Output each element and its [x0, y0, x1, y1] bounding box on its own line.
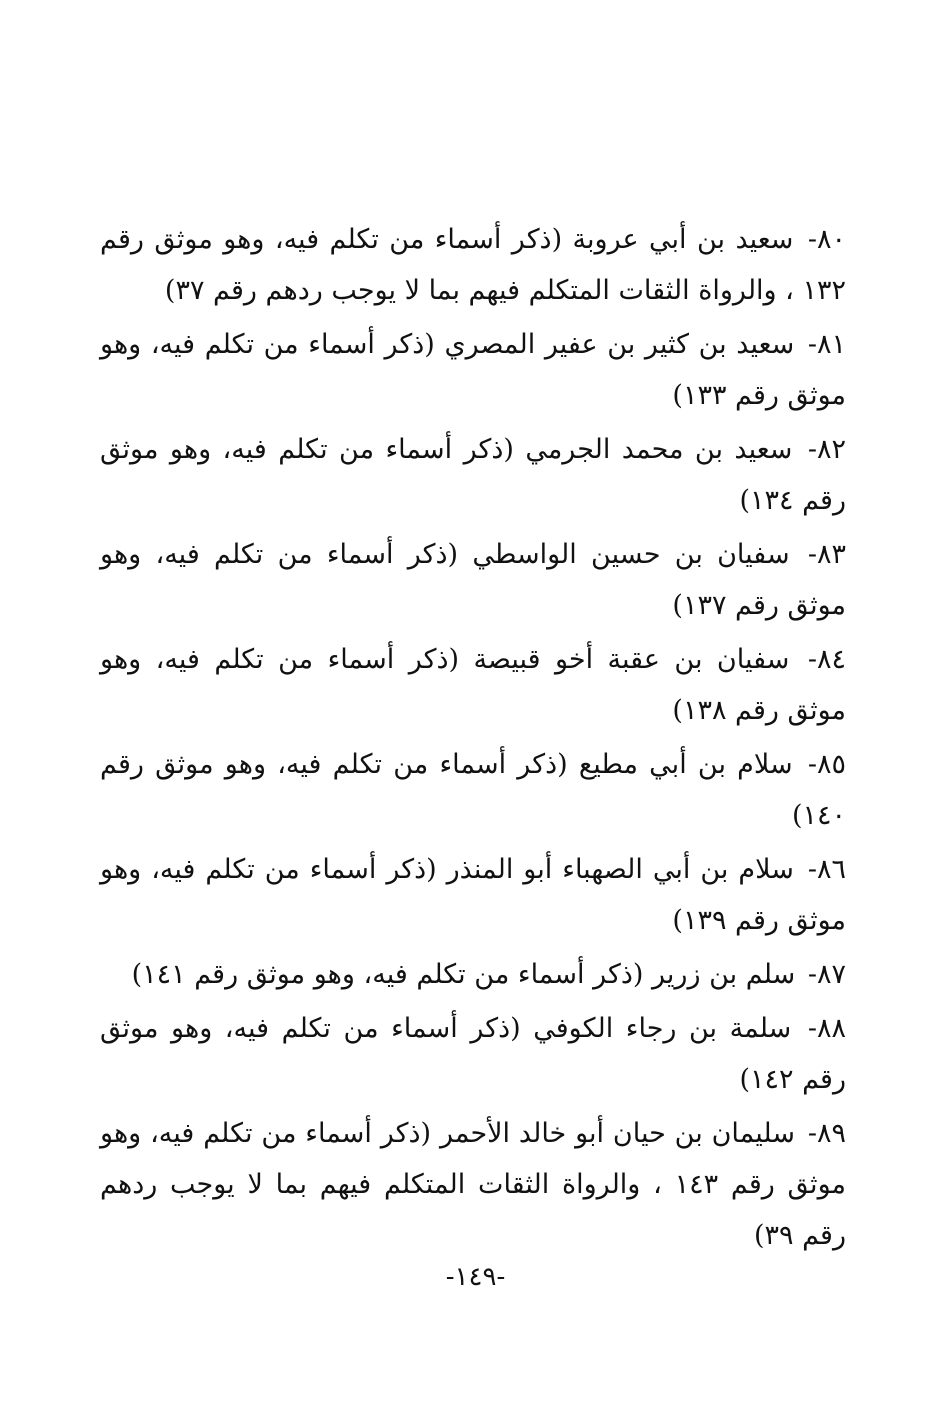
list-item [100, 1108, 846, 1261]
list-item [100, 214, 846, 316]
list-item [100, 844, 846, 946]
entry-text: سفيان بن حسين الواسطي (ذكر أسماء من تكلم فيه، وهو موثق رقم ١٣٧) [100, 539, 846, 621]
list-item [100, 1003, 846, 1105]
entry-number: ٨٤- [807, 644, 846, 675]
entry-number: ٨٨- [807, 1013, 846, 1044]
list-item [100, 949, 846, 1000]
entry-number: ٨١- [807, 329, 847, 360]
entry-number: ٨٠- [807, 224, 846, 255]
entry-number: ٨٣- [807, 539, 846, 570]
entry-text: سليمان بن حيان أبو خالد الأحمر (ذكر أسماء من تكلم فيه، وهو موثق رقم ١٤٣ ، والرواة الثقات المتكلم فيهم بما لا يوجب ردهم رقم ٣٩) [100, 1118, 846, 1251]
list-item [100, 634, 846, 736]
narrator-list [100, 214, 846, 1264]
entry-number: ٨٧- [807, 959, 846, 990]
entry-text: سعيد بن كثير بن عفير المصري (ذكر أسماء من تكلم فيه، وهو موثق رقم ١٣٣) [100, 329, 846, 411]
entry-number: ٨٥- [807, 749, 846, 780]
entry-text: سعيد بن محمد الجرمي (ذكر أسماء من تكلم فيه، وهو موثق رقم ١٣٤) [100, 434, 846, 516]
entry-number: ٨٦- [807, 854, 846, 885]
entry-number: ٨٩- [807, 1118, 846, 1149]
list-item [100, 529, 846, 631]
entry-text: سلم بن زرير (ذكر أسماء من تكلم فيه، وهو موثق رقم ١٤١) [131, 959, 796, 990]
list-item [100, 424, 846, 526]
entry-text: سلام بن أبي مطيع (ذكر أسماء من تكلم فيه، وهو موثق رقم ١٤٠) [100, 749, 846, 831]
entry-text: سعيد بن أبي عروبة (ذكر أسماء من تكلم فيه، وهو موثق رقم ١٣٢ ، والرواة الثقات المتكلم فيهم بما لا يوجب ردهم رقم ٣٧) [100, 224, 846, 306]
entry-text: سفيان بن عقبة أخو قبيصة (ذكر أسماء من تكلم فيه، وهو موثق رقم ١٣٨) [100, 644, 846, 726]
page-number: -١٤٩- [445, 1262, 506, 1292]
entry-text: سلمة بن رجاء الكوفي (ذكر أسماء من تكلم فيه، وهو موثق رقم ١٤٢) [100, 1013, 846, 1095]
list-item [100, 319, 846, 421]
list-item [100, 739, 846, 841]
entry-number: ٨٢- [807, 434, 846, 465]
entry-text: سلام بن أبي الصهباء أبو المنذر (ذكر أسماء من تكلم فيه، وهو موثق رقم ١٣٩) [100, 854, 846, 936]
